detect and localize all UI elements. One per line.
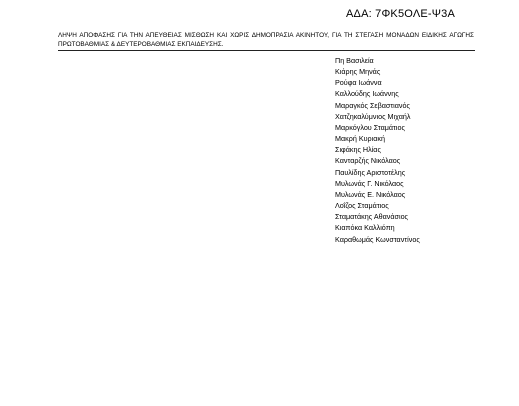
header-divider [58,50,475,51]
list-item: Ρούφα Ιωάννα [335,78,382,88]
list-item: Μακρή Κυριακή [335,134,385,144]
list-item: Καλλούδης Ιωάννης [335,89,399,99]
document-subject: ΛΗΨΗ ΑΠΟΦΑΣΗΣ ΓΙΑ ΤΗΝ ΑΠΕΥΘΕΙΑΣ ΜΙΣΘΩΣΗ ΚΑΙ ΧΩΡΙΣ ΔΗΜΟΠΡΑΣΙΑ ΑΚΙΝΗΤΟΥ, ΓΙΑ ΤΗ ΣΤΕΓΑΣΗ ΜΟΝΑΔΩΝ ΕΙΔΙΚΗΣ ΑΓΩΓΗΣ ΠΡΩΤΟΒΑΘΜΙΑΣ & ΔΕΥΤΕΡΟΒΑΘΜΙΑΣ ΕΚΠΑΙΔΕΥΣΗΣ. [58,32,474,48]
list-item: Λοΐζος Σταμάτιος [335,201,389,211]
list-item: Μαραγκός Σεβαστιανός [335,100,410,110]
list-item: Κανταρζής Νικόλαος [335,156,401,166]
list-item: Σταματάκης Αθανάσιος [335,212,409,222]
list-item: Κιαπόκα Καλλιόπη [335,223,395,233]
list-item: Μυλωνάς Γ. Νικόλαος [335,178,404,188]
ada-code: ΑΔΑ: 7ΦΚ5ΟΛΕ-Ψ3Α [346,8,456,20]
list-item: Χατζηκαλύμνιος Μιχαήλ [335,111,411,121]
list-item: Παυλίδης Αριστοτέλης [335,167,406,177]
attendee-list [335,55,420,245]
list-item: Μαρκόγλου Σταμάτιος [335,122,405,132]
list-item: Σιφάκης Ηλίας [335,145,381,155]
list-item: Πη Βασιλεία [335,56,374,65]
list-item: Κιάρης Μηνάς [335,67,381,77]
list-item: Μυλωνάς Ε. Νικόλαος [335,189,406,199]
list-item: Καραθωμάς Κωνσταντίνος [335,234,420,244]
